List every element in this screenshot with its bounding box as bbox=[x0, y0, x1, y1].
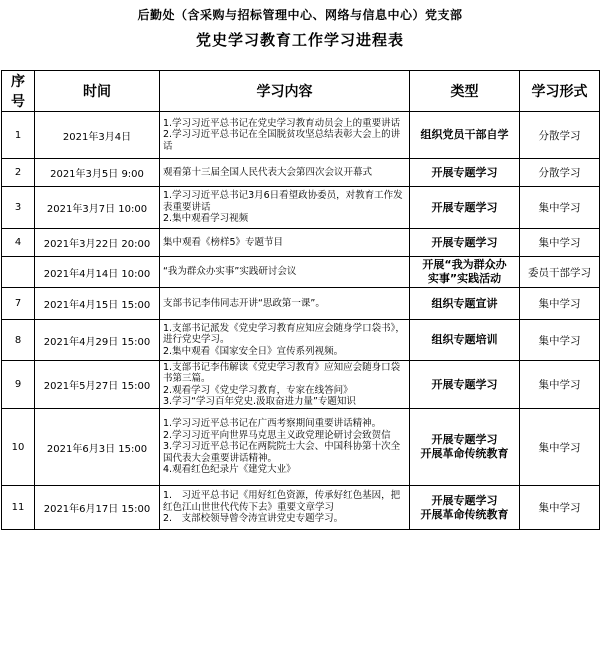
content-line: 2.观看学习《党史学习教育，专家在线答问》 bbox=[163, 384, 353, 396]
content-line: 支部书记李伟同志开讲“思政第一课”。 bbox=[163, 297, 325, 309]
content-line: 1.学习习近平总书记3月6日看望政协委员，对教育工作发表重要讲话 bbox=[163, 190, 403, 213]
row-number-cell: 2 bbox=[2, 159, 35, 187]
row-form-cell: 集中学习 bbox=[520, 361, 600, 409]
row-content-cell bbox=[160, 229, 410, 257]
party-branch-subtitle: 后勤处（含采购与招标管理中心、网络与信息中心）党支部 bbox=[137, 8, 463, 22]
content-line: 2.集中观看《国家安全日》宣传系列视频。 bbox=[163, 345, 344, 357]
type-line: 组织党员干部自学 bbox=[420, 128, 509, 141]
table-row bbox=[2, 361, 600, 409]
row-form-cell: 集中学习 bbox=[520, 288, 600, 320]
content-line: 3.学习“学习百年党史.汲取奋进力量”专题知识 bbox=[163, 396, 356, 407]
column-header-form: 学习形式 bbox=[520, 71, 600, 112]
content-line: 集中观看《榜样5》专题节目 bbox=[163, 236, 284, 248]
table-row bbox=[2, 187, 600, 229]
content-line: 1.学习习近平总书记在广西考察期间重要讲话精神。 bbox=[163, 418, 382, 430]
column-header-no: 序号 bbox=[2, 71, 35, 112]
column-header-type: 类型 bbox=[410, 71, 520, 112]
content-line: 2.集中观看学习视频 bbox=[163, 213, 249, 225]
table-row bbox=[2, 112, 600, 159]
content-line: 2.学习习近平总书记在全国脱贫攻坚总结表彰大会上的讲话 bbox=[163, 129, 401, 152]
row-number-cell: 7 bbox=[2, 288, 35, 320]
row-form-cell: 委员干部学习 bbox=[520, 257, 600, 288]
row-number-cell bbox=[2, 257, 35, 288]
type-line: 开展专题学习 bbox=[431, 493, 498, 507]
table-row bbox=[2, 257, 600, 288]
column-header-time: 时间 bbox=[35, 71, 160, 112]
row-type-cell bbox=[410, 257, 520, 288]
row-content-cell bbox=[160, 257, 410, 288]
row-time-cell: 2021年3月22日 20:00 bbox=[35, 229, 160, 257]
row-type-cell bbox=[410, 409, 520, 486]
type-line: 开展专题学习 bbox=[431, 200, 498, 214]
row-number-cell: 3 bbox=[2, 187, 35, 229]
row-type-cell bbox=[410, 112, 520, 159]
row-form-cell: 分散学习 bbox=[520, 159, 600, 187]
row-number-cell: 1 bbox=[2, 112, 35, 159]
row-type-cell bbox=[410, 159, 520, 187]
content-line: 1.支部书记李伟解读《党史学习教育》应知应会随身口袋书第三篇。 bbox=[163, 361, 401, 384]
row-time-cell: 2021年6月3日 15:00 bbox=[35, 409, 160, 486]
table-row bbox=[2, 159, 600, 187]
type-line: 开展专题学习 bbox=[431, 433, 498, 446]
row-type-cell bbox=[410, 229, 520, 257]
type-line: 组织专题培训 bbox=[431, 333, 498, 346]
type-line: 开展革命传统教育 bbox=[420, 507, 509, 521]
content-line: 2. 支部校领导曾令涛宣讲党史专题学习。 bbox=[163, 513, 344, 525]
row-form-cell: 集中学习 bbox=[520, 409, 600, 486]
row-time-cell: 2021年3月5日 9:00 bbox=[35, 159, 160, 187]
content-line: 2.学习习近平向世界马克思主义政党理论研讨会致贺信 bbox=[163, 429, 391, 441]
row-time-cell: 2021年6月17日 15:00 bbox=[35, 486, 160, 530]
content-line: 4.观看红色纪录片《建党大业》 bbox=[163, 464, 296, 476]
row-time-cell: 2021年4月14日 10:00 bbox=[35, 257, 160, 288]
document-header bbox=[0, 0, 600, 70]
document-title: 党史学习教育工作学习进程表 bbox=[195, 31, 404, 49]
row-content-cell bbox=[160, 288, 410, 320]
type-line: 开展专题学习 bbox=[431, 165, 498, 179]
type-line: 开展“我为群众办 bbox=[422, 258, 507, 271]
table-row bbox=[2, 288, 600, 320]
type-line: 开展革命传统教育 bbox=[420, 447, 509, 460]
row-content-cell bbox=[160, 409, 410, 486]
row-content-cell bbox=[160, 159, 410, 187]
content-line: 1.支部书记派发《党史学习教育应知应会随身学口袋书》，进行党史学习。 bbox=[163, 322, 405, 346]
row-content-cell bbox=[160, 361, 410, 409]
row-type-cell bbox=[410, 486, 520, 530]
row-time-cell: 2021年4月29日 15:00 bbox=[35, 320, 160, 361]
row-time-cell: 2021年3月7日 10:00 bbox=[35, 187, 160, 229]
content-line: 观看第十三届全国人民代表大会第四次会议开幕式 bbox=[163, 166, 373, 178]
type-line: 开展专题学习 bbox=[431, 235, 498, 249]
row-time-cell: 2021年5月27日 15:00 bbox=[35, 361, 160, 409]
table-header-row bbox=[2, 71, 600, 112]
row-number-cell: 11 bbox=[2, 486, 35, 530]
row-content-cell bbox=[160, 320, 410, 361]
row-form-cell: 分散学习 bbox=[520, 112, 600, 159]
row-form-cell: 集中学习 bbox=[520, 486, 600, 530]
type-line: 组织专题宣讲 bbox=[431, 296, 498, 310]
table-row bbox=[2, 320, 600, 361]
row-type-cell bbox=[410, 320, 520, 361]
row-number-cell: 9 bbox=[2, 361, 35, 409]
type-line: 实事”实践活动 bbox=[427, 272, 502, 285]
row-form-cell: 集中学习 bbox=[520, 187, 600, 229]
row-number-cell: 4 bbox=[2, 229, 35, 257]
row-content-cell bbox=[160, 112, 410, 159]
content-line: “我为群众办实事”实践研讨会议 bbox=[163, 266, 297, 278]
table-body bbox=[2, 112, 600, 530]
column-header-content: 学习内容 bbox=[160, 71, 410, 112]
row-number-cell: 8 bbox=[2, 320, 35, 361]
row-time-cell: 2021年4月15日 15:00 bbox=[35, 288, 160, 320]
type-line: 开展专题学习 bbox=[431, 377, 498, 391]
content-line: 1. 习近平总书记《用好红色资源，传承好红色基因，把红色江山世世代代传下去》重要文章学习 bbox=[163, 490, 401, 513]
row-content-cell bbox=[160, 187, 410, 229]
row-type-cell bbox=[410, 187, 520, 229]
row-time-cell: 2021年3月4日 bbox=[35, 112, 160, 159]
schedule-table bbox=[1, 70, 600, 530]
row-type-cell bbox=[410, 361, 520, 409]
row-form-cell: 集中学习 bbox=[520, 320, 600, 361]
row-number-cell: 10 bbox=[2, 409, 35, 486]
row-type-cell bbox=[410, 288, 520, 320]
content-line: 3.学习习近平总书记在两院院士大会、中国科协第十次全国代表大会重要讲话精神。 bbox=[163, 441, 401, 464]
content-line: 1.学习习近平总书记在党史学习教育动员会上的重要讲话 bbox=[163, 117, 401, 129]
table-row bbox=[2, 229, 600, 257]
row-form-cell: 集中学习 bbox=[520, 229, 600, 257]
table-row bbox=[2, 409, 600, 486]
row-content-cell bbox=[160, 486, 410, 530]
table-row bbox=[2, 486, 600, 530]
